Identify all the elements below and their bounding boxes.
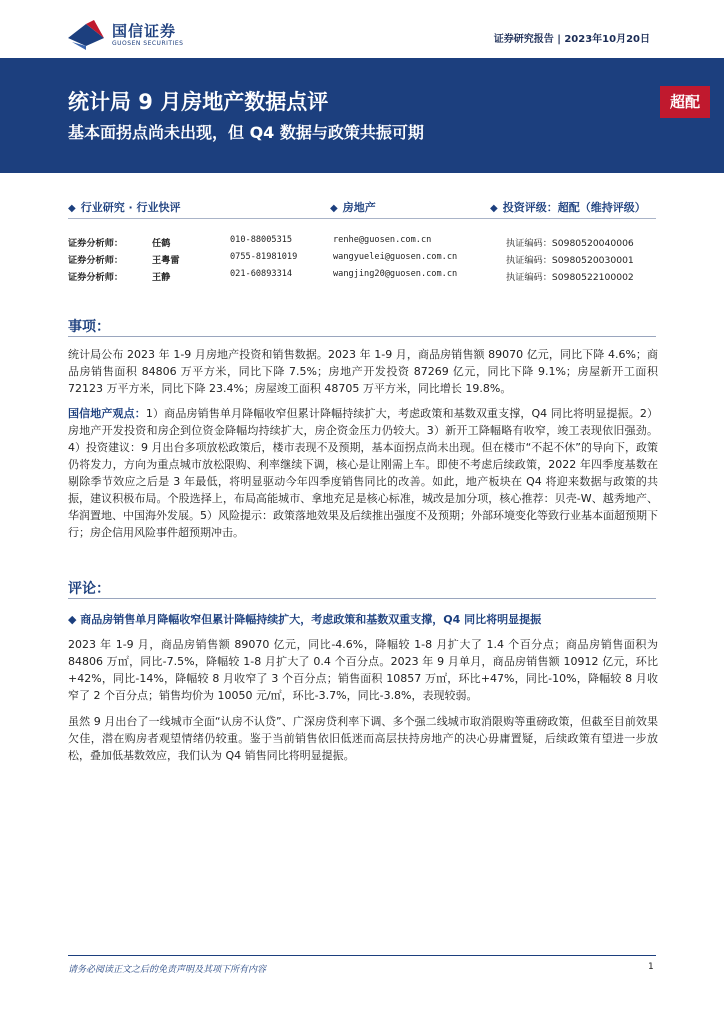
comment-subheading [68, 611, 658, 627]
analyst-cert: 执证编码：S0980522100002 [506, 272, 634, 283]
guosen-view-paragraph [68, 405, 658, 541]
analyst-name: 王粤雷 [152, 255, 180, 266]
analyst-row [68, 235, 668, 251]
divider [68, 336, 656, 337]
brand-name-en: GUOSEN SECURITIES [112, 40, 184, 47]
guosen-view-label: 国信地产观点： [68, 407, 146, 420]
diamond-icon: ◆ [68, 613, 81, 626]
footer-divider [68, 955, 656, 956]
divider [68, 218, 656, 219]
analyst-email[interactable]: wangjing20@guosen.com.cn [333, 269, 458, 279]
report-title: 统计局 9 月房地产数据点评 [68, 90, 329, 114]
guosen-logo-icon [66, 16, 106, 52]
category-industry [68, 199, 181, 215]
analyst-phone: 021-60893314 [230, 269, 293, 279]
page-number: 1 [648, 962, 654, 972]
report-meta: 证券研究报告 | 2023年10月20日 [493, 34, 650, 45]
analyst-role: 证券分析师： [68, 238, 124, 249]
category-sector-label: 房地产 [342, 201, 376, 214]
disclaimer-note[interactable]: 请务必阅读正文之后的免责声明及其项下所有内容 [68, 965, 267, 975]
analyst-cert: 执证编码：S0980520030001 [506, 255, 634, 266]
analyst-role: 证券分析师： [68, 255, 124, 266]
diamond-icon: ◆ [490, 203, 498, 214]
category-rating-label: 投资评级：超配（维持评级） [502, 201, 646, 214]
analyst-row [68, 252, 668, 268]
rating-badge: 超配 [660, 86, 710, 118]
guosen-view-text: 1）商品房销售单月降幅收窄但累计降幅持续扩大，考虑政策和基数双重支撑，Q4 同比将明显提振。2）房地产开发投资和房企到位资金降幅均持续扩大，房企资金压力仍较大。3）新开工降幅略有收窄，竣工表现依旧强劲。4）投资建议：9 月出台多项放松政策后，楼市表现不及预期，基本面拐点尚未出现。但在楼市“不起不休”的导向下，政策仍将发力，方向为重点城市放松限购、利率继续下调，核心是让刚需上车。即使不考虑后续政策，2022 年四季度基数在剔除季节效应之后是 3 年最低，将明显驱动今年四季度销售同比的改善。如此，地产板块在 Q4 将迎来数据与政策的共振，建议积极布局。个股选择上，布局高能城市、拿地充足是核心标准，城改是加分项，核心推荐：贝壳-W、越秀地产、华润置地、中国海外发展。5）风险提示：政策落地效果及后续推出强度不及预期；外部环境变化等致行业基本面超预期下行；房企信用风险事件超预期冲击。 [68, 407, 658, 539]
analyst-email[interactable]: wangyuelei@guosen.com.cn [333, 252, 458, 262]
diamond-icon: ◆ [68, 203, 76, 214]
category-sector [330, 199, 376, 215]
analyst-row [68, 269, 668, 285]
category-industry-label: 行业研究 · 行业快评 [80, 201, 181, 214]
brand-name: 国信证券 [112, 22, 177, 40]
analyst-phone: 0755-81981019 [230, 252, 298, 262]
event-paragraph: 统计局公布 2023 年 1-9 月房地产投资和销售数据。2023 年 1-9 月，商品房销售额 89070 亿元，同比下降 4.6%；商品房销售面积 84806 万平方米，同比下降 7.5%；房地产开发投资 87269 亿元，同比下降 9.1%；房屋新开工面积 72123 万平方米，同比下降 23.4%；房屋竣工面积 48705 万平方米，同比增长 19.8%。 [68, 348, 658, 395]
comment-paragraph-1: 2023 年 1-9 月，商品房销售额 89070 亿元，同比-4.6%，降幅较 1-8 月扩大了 1.4 个百分点；商品房销售面积为 84806 万㎡，同比-7.5%，降幅较 1-8 月扩大了 0.4 个百分点。2023 年 9 月单月，商品房销售额 10912 亿元，环比+42%，同比-14%，降幅较 8 月收窄了 3 个百分点；销售面积 10857 万㎡，环比+47%，同比-10%，降幅较 8 月收窄了 2 个百分点；销售均价为 10050 元/㎡，环比-3.7%，同比-3.8%，表现较弱。 [68, 638, 658, 702]
section-heading-event: 事项： [68, 319, 110, 335]
divider [68, 598, 656, 599]
comment-paragraph-2: 虽然 9 月出台了一线城市全面“认房不认贷”、广深房贷利率下调、多个强二线城市取消限购等重磅政策，但截至目前效果欠佳，潜在购房者观望情绪仍较重。鉴于当前销售依旧低迷而高层扶持房地产的决心毋庸置疑，后续政策有望进一步放松，叠加低基数效应，我们认为 Q4 销售同比将明显提振。 [68, 715, 658, 762]
category-rating [490, 199, 646, 215]
comment-subheading-text: 商品房销售单月降幅收窄但累计降幅持续扩大，考虑政策和基数双重支撑，Q4 同比将明显提振 [80, 613, 542, 626]
analyst-name: 王静 [152, 272, 171, 283]
diamond-icon: ◆ [330, 203, 338, 214]
analyst-email[interactable]: renhe@guosen.com.cn [333, 235, 432, 245]
analyst-cert: 执证编码：S0980520040006 [506, 238, 634, 249]
analyst-name: 任鹤 [152, 238, 171, 249]
analyst-phone: 010-88005315 [230, 235, 293, 245]
report-subtitle: 基本面拐点尚未出现，但 Q4 数据与政策共振可期 [68, 123, 424, 142]
section-heading-comment: 评论： [68, 581, 110, 597]
analyst-role: 证券分析师： [68, 272, 124, 283]
